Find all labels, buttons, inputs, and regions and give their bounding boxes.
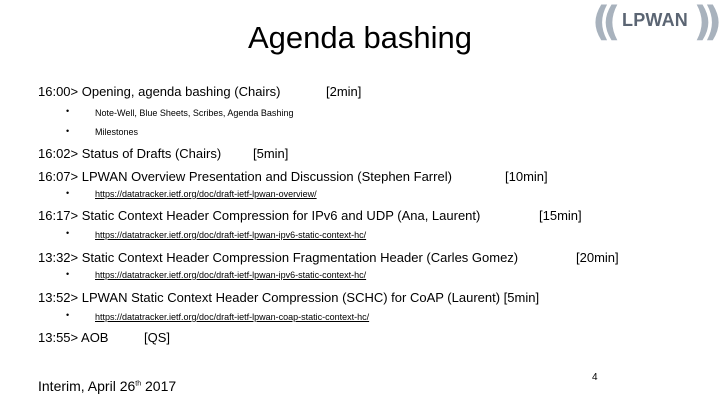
logo-right-bracket: )) — [693, 0, 714, 45]
bullet: • — [66, 228, 70, 238]
agenda-item-status — [38, 146, 289, 161]
agenda-item-text: 13:55> AOB — [38, 330, 109, 345]
draft-link-ipv6-schc[interactable]: https://datatracker.ietf.org/doc/draft-ietf-lpwan-ipv6-static-context-hc/ — [95, 230, 367, 240]
bullet: • — [66, 106, 70, 116]
draft-link-overview[interactable]: https://datatracker.ietf.org/doc/draft-ietf-lpwan-overview/ — [95, 189, 317, 199]
agenda-item-duration: [10min] — [505, 169, 548, 184]
agenda-item-aob — [38, 330, 171, 345]
agenda-item-text: 16:00> Opening, agenda bashing (Chairs) — [38, 84, 281, 99]
page-number: 4 — [592, 372, 598, 383]
agenda-item-duration: [QS] — [144, 330, 171, 345]
lpwan-logo — [592, 0, 718, 45]
agenda-item-duration: [5min] — [253, 146, 289, 161]
agenda-item-opening — [38, 84, 362, 99]
footer-date: Interim, April 26th 2017 — [38, 378, 177, 394]
agenda-item-duration: [20min] — [576, 250, 619, 265]
logo-text: LPWAN — [622, 10, 688, 30]
agenda-item-text: 16:07> LPWAN Overview Presentation and Discussion (Stephen Farrel) — [38, 169, 452, 184]
bullet: • — [66, 310, 70, 320]
bullet: • — [66, 126, 70, 136]
agenda-item-text: 16:02> Status of Drafts (Chairs) — [38, 146, 222, 161]
sub-item-milestones: Milestones — [95, 127, 139, 137]
agenda-item-overview — [38, 169, 548, 184]
agenda-item-coap — [38, 290, 539, 305]
logo-left-bracket: (( — [592, 0, 613, 45]
draft-link-fragmentation[interactable]: https://datatracker.ietf.org/doc/draft-ietf-lpwan-ipv6-static-context-hc/ — [95, 270, 367, 280]
agenda-item-fragmentation — [38, 250, 619, 265]
agenda-item-duration: [15min] — [539, 208, 582, 223]
agenda-item-duration: [2min] — [326, 84, 362, 99]
agenda-item-text: 16:17> Static Context Header Compression for IPv6 and UDP (Ana, Laurent) — [38, 208, 481, 223]
bullet: • — [66, 188, 70, 198]
sub-item-notewell: Note-Well, Blue Sheets, Scribes, Agenda Bashing — [95, 108, 294, 118]
bullet: • — [66, 269, 70, 279]
agenda-item-schc-ipv6 — [38, 208, 582, 223]
draft-link-coap[interactable]: https://datatracker.ietf.org/doc/draft-ietf-lpwan-coap-static-context-hc/ — [95, 312, 370, 322]
slide-title: Agenda bashing — [247, 20, 473, 55]
agenda-item-text: 13:52> LPWAN Static Context Header Compression (SCHC) for CoAP (Laurent) [5min] — [38, 290, 540, 305]
agenda-item-text: 13:32> Static Context Header Compression Fragmentation Header (Carles Gomez) — [38, 250, 519, 265]
